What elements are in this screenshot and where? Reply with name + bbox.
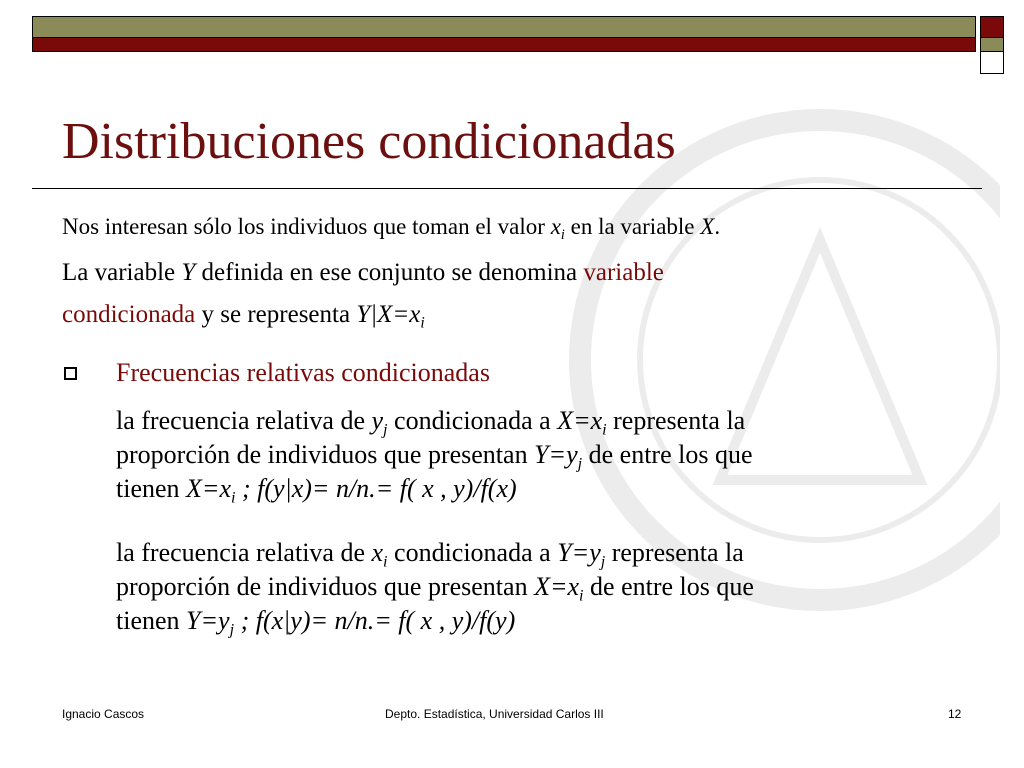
formula-2: ; f(x|y)= n/n.= f( x , y)/f(y) xyxy=(234,606,516,635)
highlight-term-2: condicionada xyxy=(62,301,196,328)
title-divider xyxy=(32,188,982,189)
footer-author: Ignacio Cascos xyxy=(62,707,145,721)
page-number: 12 xyxy=(948,707,962,721)
top-decorative-bar xyxy=(32,16,976,58)
footer-department: Depto. Estadística, Universidad Carlos III xyxy=(385,707,604,721)
formula-1: ; f(y|x)= n/n.= f( x , y)/f(x) xyxy=(235,474,517,503)
slide-title: Distribuciones condicionadas xyxy=(62,113,676,170)
bullet-heading: Frecuencias relativas condicionadas xyxy=(116,358,490,387)
corner-decoration xyxy=(980,16,1004,58)
highlight-term: variable xyxy=(583,259,664,286)
definition-block-2: la frecuencia relativa de $x_i$ condicionada a $Y=y_j$ representa la proporción de individuos que presentan $X=x_i$ de entre los que tienen $Y=y_j$ ; f(x|y)= n/n.= f( x , y)/f(y) xyxy=(116,538,754,639)
definition-block-1: la frecuencia relativa de $y_j$ condicionada a $X=x_i$ representa la proporción de individuos que presentan $Y=y_j$ de entre los que tienen $X=x_i$ ; f(y|x)= n/n.= f( x , y)/f(x) xyxy=(116,406,753,507)
intro-paragraph-1: Nos interesan sólo los individuos que toman el valor $x_i$ en la variable X. xyxy=(62,214,721,243)
intro-paragraph-2: La variable Y definida en ese conjunto se denomina variable condicionada y se representa $Y|X=x_i$ xyxy=(62,259,664,332)
bullet-square-icon xyxy=(64,367,77,380)
